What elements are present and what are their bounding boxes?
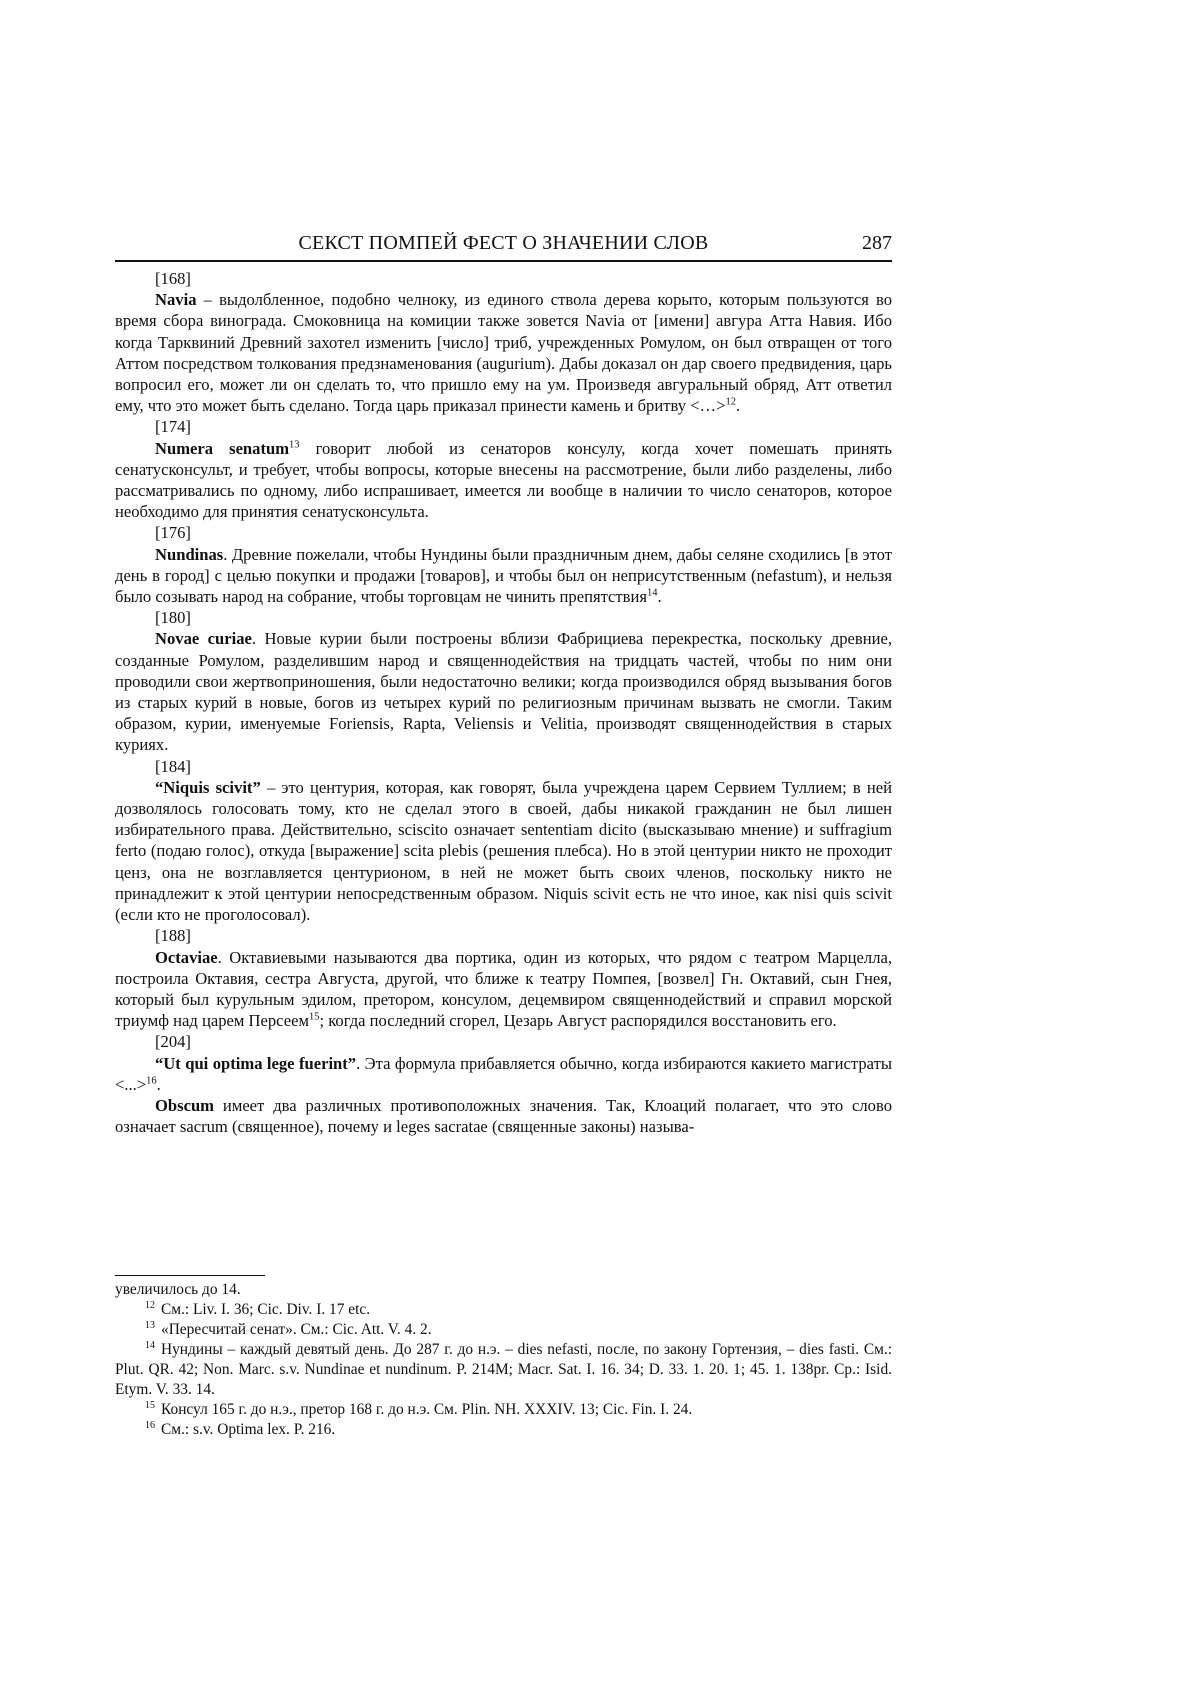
entry: [115, 268, 892, 416]
entry-number: [180]: [155, 608, 191, 628]
footnote: [115, 1400, 892, 1420]
entry-number: [176]: [155, 523, 191, 543]
entry-term: Numera senatum: [155, 438, 290, 458]
footnote-rule: [115, 1275, 265, 1276]
entry-tail: .: [156, 1074, 161, 1094]
entry-term: Navia: [155, 290, 197, 310]
entry: [115, 1031, 892, 1095]
footnote-mark: 15: [145, 1399, 155, 1411]
entry: [115, 416, 892, 522]
footnote-mark: 12: [145, 1299, 155, 1311]
entry-body: – выдолбленное, подобно челноку, из единого ствола дерева корыто, которым пользуются во время сбора винограда. Смоковница на комиции также зовется Navia от [имени] авгура Атта Навия. Ибо когда Тарквиний Древний захотел изменить [число] триб, учрежденных Ромулом, он был отвращен от того Аттом посредством толкования предзнаменования (augurium). Дабы доказал он дар своего предвидения, царь вопросил его, может ли он сделать то, что пришло ему на ум. Произведя авгуральный обряд, Атт ответил ему, что это может быть сделано. Тогда царь приказал принести камень и бритву <…>: [115, 290, 892, 416]
entry-term: Octaviae: [155, 947, 218, 967]
entry-term: Novae curiae: [155, 629, 252, 649]
entry-body: – это центурия, которая, как говорят, была учреждена царем Сервием Туллием; в ней дозволялось голосовать тому, кто не сделал этого в своей, дабы никакой гражданин не был лишен избирательного права. Действительно, sciscito означает sententiam dicito (высказываю мнение) и suffragium ferto (подаю голос), откуда [выражение] scita plebis (решения плебса). Но в этой центурии никто не проходит ценз, она не возглавляется центурионом, в ней не может быть своих членов, поскольку никто не принадлежит к этой центурии непосредственным образом. Niquis scivit есть не что иное, как nisi quis scivit (если кто не проголосовал).: [115, 777, 892, 925]
footnote-ref: 15: [308, 1011, 320, 1023]
footnote-ref: 12: [725, 396, 736, 408]
page: [115, 226, 892, 1137]
entry-tail: ; когда последний сгорел, Цезарь Август распорядился восстановить его.: [319, 1011, 837, 1031]
entry: [115, 522, 892, 607]
entry-body: имеет два различных противоположных значения. Так, Клоаций полагает, что это слово означает sacrum (священное), почему и leges sacratae (священные законы) называ-: [115, 1095, 892, 1137]
entry-body: . Новые курии были построены вблизи Фабрициева перекрестка, поскольку древние, созданные Ромулом, разделившим народ и священнодействия на тридцать частей, чтобы по ним они проводили свои жертвоприношения, были недостаточно велики; когда производился обряд вызывания богов из старых курий в новые, богов из четырех курий по религиозным причинам вызвать не смогли. Таким образом, курии, именуемые Foriensis, Rapta, Veliensis и Velitia, производят священнодействия в старых куриях.: [115, 629, 892, 755]
footnote: [115, 1340, 892, 1400]
footnote: [115, 1320, 892, 1340]
footnote-text: Консул 165 г. до н.э., претор 168 г. до н.э. См. Plin. NH. XXXIV. 13; Cic. Fin. I. 24.: [161, 1401, 693, 1418]
entry: [115, 925, 892, 1031]
entry-number: [204]: [155, 1032, 191, 1052]
running-title: СЕКСТ ПОМПЕЙ ФЕСТ О ЗНАЧЕНИИ СЛОВ: [298, 232, 709, 254]
entry-body: . Эта формула прибавляется обычно, когда избираются какието магистраты <...>: [115, 1053, 892, 1094]
entry-tail: .: [657, 587, 662, 607]
entry-term: “Niquis scivit”: [155, 777, 261, 797]
entry: [115, 756, 892, 926]
entry: [115, 607, 892, 755]
footnotes: [115, 1275, 892, 1440]
entry-body: говорит любой из сенаторов консулу, когда хочет помешать принять сенатусконсульт, и требует, чтобы вопросы, которые внесены на рассмотрение, были либо разделены, либо рассматривались по одному, либо испрашивает, имеется ли вообще в наличии то число сенаторов, которое необходимо для принятия сенатусконсульта.: [115, 438, 892, 522]
footnote-text: «Пересчитай сенат». См.: Cic. Att. V. 4. 2.: [161, 1321, 432, 1338]
footnote-continuation: [115, 1280, 892, 1300]
footnote: [115, 1420, 892, 1440]
entry-body: . Октавиевыми называются два портика, один из которых, что рядом с театром Марцелла, построила Октавия, сестра Августа, другой, что ближе к театру Помпея, [возвел] Гн. Октавий, сын Гнея, который был курульным эдилом, претором, консулом, децемвиром священнодействий и справил морской триумф над царем Персеем: [115, 947, 892, 1031]
entry-term: Obscum: [155, 1095, 215, 1115]
footnote-mark: 16: [145, 1419, 155, 1431]
entry-number: [168]: [155, 269, 191, 288]
footnote: [115, 1300, 892, 1320]
footnote-text: См.: Liv. I. 36; Cic. Div. I. 17 etc.: [161, 1301, 371, 1318]
footnote-mark: 14: [145, 1339, 155, 1351]
footnote-text: См.: s.v. Optima lex. P. 216.: [161, 1421, 336, 1438]
entry-number: [188]: [155, 926, 191, 946]
running-header: [115, 226, 892, 262]
entry-term: “Ut qui optima lege fuerint”: [155, 1053, 357, 1073]
footnote-ref: 14: [647, 587, 658, 599]
entry: [115, 1095, 892, 1137]
entry-term: Nundinas: [155, 544, 224, 564]
entry-number: [174]: [155, 417, 191, 437]
entry-number: [184]: [155, 756, 191, 776]
footnote-ref: 13: [289, 439, 300, 451]
footnote-text: увеличилось до 14.: [115, 1281, 241, 1298]
entry-body: . Древние пожелали, чтобы Нундины были праздничным днем, дабы селяне сходились [в этот день в город] с целью покупки и продажи [товаров], и чтобы был он неприсутственным (nefastum), и нельзя было созывать народ на собрание, чтобы торговцам не чинить препятствия: [115, 544, 892, 607]
main-text: [115, 268, 892, 1137]
footnote-ref: 16: [146, 1075, 157, 1087]
footnote-mark: 13: [145, 1319, 155, 1331]
page-number: 287: [862, 232, 892, 254]
footnote-text: Нундины – каждый девятый день. До 287 г. до н.э. – dies nefasti, после, по закону Гортензия, – dies fasti. См.: Plut. QR. 42; Non. Marc. s.v. Nundinae et nundinum. P. 214M; Macr. Sat. I. 16. 34; D. 33. 1. 20. 1; 45. 1. 138pr. Ср.: Isid. Etym. V. 33. 14.: [115, 1341, 892, 1398]
entry-tail: .: [736, 396, 741, 416]
